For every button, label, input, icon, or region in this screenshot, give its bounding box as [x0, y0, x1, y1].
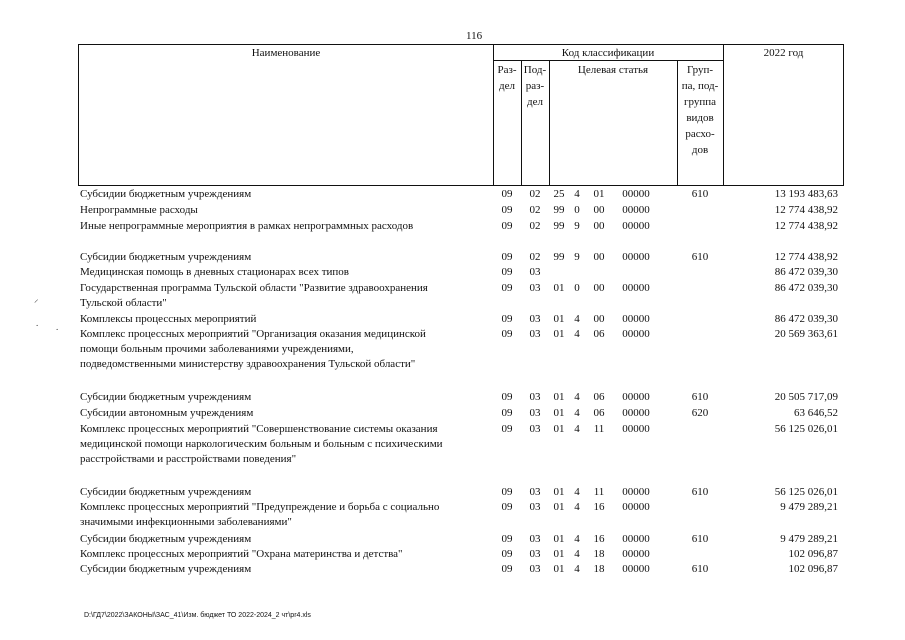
podrazdel-cell: 02	[529, 251, 541, 263]
amount-cell: 20 569 363,61	[774, 328, 838, 340]
header-classification: Код классификации	[561, 47, 655, 59]
podrazdel-cell: 03	[529, 328, 541, 340]
target-complex-cell: 00	[593, 220, 605, 232]
amount-cell: 13 193 483,63	[774, 188, 838, 200]
target-direction-cell: 00000	[622, 533, 650, 545]
razdel-cell: 09	[501, 204, 513, 216]
target-complex-cell: 00	[593, 282, 605, 294]
amount-cell: 12 774 438,92	[774, 220, 838, 232]
amount-cell: 102 096,87	[788, 548, 838, 560]
podrazdel-cell: 03	[529, 486, 541, 498]
razdel-cell: 09	[501, 563, 513, 575]
row-name: Субсидии бюджетным учреждениям	[80, 188, 252, 200]
podrazdel-cell: 03	[529, 533, 541, 545]
podrazdel-cell: 03	[529, 313, 541, 325]
amount-cell: 86 472 039,30	[774, 282, 838, 294]
target-direction-cell: 00000	[622, 563, 650, 575]
podrazdel-cell: 03	[529, 282, 541, 294]
target-type-cell: 4	[574, 423, 580, 435]
podrazdel-cell: 02	[529, 220, 541, 232]
target-direction-cell: 00000	[622, 313, 650, 325]
target-program-cell: 01	[553, 313, 565, 325]
target-program-cell: 01	[553, 328, 565, 340]
group-cell: 610	[691, 188, 709, 200]
amount-cell: 102 096,87	[788, 563, 838, 575]
row-name: Субсидии бюджетным учреждениям	[80, 533, 252, 545]
group-cell: 610	[691, 391, 709, 403]
row-name: Иные непрограммные мероприятия в рамках непрограммных расходов	[80, 220, 414, 232]
amount-cell: 86 472 039,30	[774, 313, 838, 325]
row-name: Субсидии автономным учреждениям	[80, 407, 254, 419]
target-program-cell: 01	[553, 282, 565, 294]
header-year: 2022 год	[763, 47, 804, 59]
target-complex-cell: 16	[593, 533, 605, 545]
razdel-cell: 09	[501, 501, 513, 513]
target-direction-cell: 00000	[622, 548, 650, 560]
target-type-cell: 4	[574, 486, 580, 498]
podrazdel-cell: 03	[529, 548, 541, 560]
target-direction-cell: 00000	[622, 220, 650, 232]
target-program-cell: 01	[553, 391, 565, 403]
target-type-cell: 4	[574, 391, 580, 403]
row-name: Субсидии бюджетным учреждениям	[80, 391, 252, 403]
header-razdel: Раз- дел	[497, 64, 517, 92]
amount-cell: 86 472 039,30	[774, 266, 838, 278]
row-name: Комплекс процессных мероприятий "Организация оказания медицинской помощи больным прочими заболеваниями учреждениями, подведомственными министерству здравоохранения Тульской области"	[80, 328, 426, 370]
podrazdel-cell: 03	[529, 266, 541, 278]
group-cell: 620	[691, 407, 709, 419]
target-complex-cell: 01	[593, 188, 605, 200]
header-group: Груп- па, под- группа видов расхо- дов	[681, 64, 719, 156]
razdel-cell: 09	[501, 220, 513, 232]
razdel-cell: 09	[501, 391, 513, 403]
razdel-cell: 09	[501, 328, 513, 340]
group-cell: 610	[691, 533, 709, 545]
row-name: Субсидии бюджетным учреждениям	[80, 563, 252, 575]
amount-cell: 56 125 026,01	[774, 423, 838, 435]
target-type-cell: 9	[574, 220, 580, 232]
target-program-cell: 25	[553, 188, 565, 200]
target-type-cell: 4	[574, 563, 580, 575]
target-type-cell: 4	[574, 328, 580, 340]
target-complex-cell: 11	[593, 423, 605, 435]
target-direction-cell: 00000	[622, 486, 650, 498]
target-type-cell: 9	[574, 251, 580, 263]
file-path-footer: D:\ГД7\2022\ЗАКОНЫ\ЗАС_41\Изм. бюджет ТО 2022-2024_2 чт\pr4.xls	[84, 612, 311, 619]
target-program-cell: 01	[553, 486, 565, 498]
target-complex-cell: 16	[593, 501, 605, 513]
scan-mark: ⸝	[34, 294, 39, 304]
podrazdel-cell: 03	[529, 423, 541, 435]
target-type-cell: 4	[574, 313, 580, 325]
target-complex-cell: 00	[593, 313, 605, 325]
row-name: Комплекс процессных мероприятий "Охрана материнства и детства"	[80, 548, 403, 560]
podrazdel-cell: 02	[529, 188, 541, 200]
target-program-cell: 01	[553, 563, 565, 575]
target-program-cell: 01	[553, 533, 565, 545]
amount-cell: 9 479 289,21	[780, 533, 838, 545]
amount-cell: 9 479 289,21	[780, 501, 838, 513]
table-header	[78, 44, 844, 186]
razdel-cell: 09	[501, 313, 513, 325]
target-type-cell: 0	[574, 282, 580, 294]
target-direction-cell: 00000	[622, 407, 650, 419]
target-type-cell: 4	[574, 188, 580, 200]
podrazdel-cell: 02	[529, 204, 541, 216]
target-complex-cell: 11	[593, 486, 605, 498]
row-name: Комплекс процессных мероприятий "Предупреждение и борьба с социально значимыми инфекционными заболеваниями"	[80, 501, 440, 528]
razdel-cell: 09	[501, 407, 513, 419]
group-cell: 610	[691, 563, 709, 575]
target-complex-cell: 18	[593, 548, 605, 560]
header-podrazdel: Под- раз- дел	[523, 64, 547, 108]
row-name: Комплексы процессных мероприятий	[80, 313, 257, 325]
target-program-cell: 99	[553, 220, 565, 232]
target-program-cell: 01	[553, 548, 565, 560]
target-type-cell: 4	[574, 533, 580, 545]
target-type-cell: 4	[574, 407, 580, 419]
row-name: Медицинская помощь в дневных стационарах всех типов	[80, 266, 349, 278]
target-program-cell: 99	[553, 204, 565, 216]
target-complex-cell: 00	[593, 204, 605, 216]
target-type-cell: 4	[574, 548, 580, 560]
target-direction-cell: 00000	[622, 282, 650, 294]
amount-cell: 63 646,52	[794, 407, 838, 419]
podrazdel-cell: 03	[529, 407, 541, 419]
razdel-cell: 09	[501, 548, 513, 560]
amount-cell: 20 505 717,09	[774, 391, 838, 403]
target-program-cell: 01	[553, 407, 565, 419]
scan-mark: .	[36, 318, 39, 328]
podrazdel-cell: 03	[529, 501, 541, 513]
header-name: Наименование	[251, 47, 321, 59]
group-cell: 610	[691, 486, 709, 498]
row-name: Комплекс процессных мероприятий "Совершенствование системы оказания медицинской помощи наркологическим больным и больным с психическими расстройствами и расстройствами поведения"	[80, 423, 443, 465]
target-direction-cell: 00000	[622, 204, 650, 216]
razdel-cell: 09	[501, 423, 513, 435]
amount-cell: 12 774 438,92	[774, 204, 838, 216]
razdel-cell: 09	[501, 266, 513, 278]
amount-cell: 56 125 026,01	[774, 486, 838, 498]
target-direction-cell: 00000	[622, 188, 650, 200]
target-complex-cell: 18	[593, 563, 605, 575]
header-target: Целевая статья	[577, 64, 649, 76]
target-type-cell: 4	[574, 501, 580, 513]
row-name: Субсидии бюджетным учреждениям	[80, 486, 252, 498]
row-name: Субсидии бюджетным учреждениям	[80, 251, 252, 263]
podrazdel-cell: 03	[529, 563, 541, 575]
target-direction-cell: 00000	[622, 423, 650, 435]
target-direction-cell: 00000	[622, 501, 650, 513]
target-program-cell: 01	[553, 501, 565, 513]
row-name: Государственная программа Тульской области "Развитие здравоохранения Тульской области"	[80, 282, 428, 309]
razdel-cell: 09	[501, 486, 513, 498]
razdel-cell: 09	[501, 533, 513, 545]
target-complex-cell: 06	[593, 407, 605, 419]
page-number: 116	[466, 30, 483, 42]
amount-cell: 12 774 438,92	[774, 251, 838, 263]
group-cell: 610	[691, 251, 709, 263]
scan-mark: .	[56, 322, 59, 332]
target-direction-cell: 00000	[622, 391, 650, 403]
target-complex-cell: 00	[593, 251, 605, 263]
target-direction-cell: 00000	[622, 251, 650, 263]
target-direction-cell: 00000	[622, 328, 650, 340]
target-program-cell: 01	[553, 423, 565, 435]
target-type-cell: 0	[574, 204, 580, 216]
target-complex-cell: 06	[593, 391, 605, 403]
target-program-cell: 99	[553, 251, 565, 263]
podrazdel-cell: 03	[529, 391, 541, 403]
target-complex-cell: 06	[593, 328, 605, 340]
razdel-cell: 09	[501, 282, 513, 294]
razdel-cell: 09	[501, 188, 513, 200]
row-name: Непрограммные расходы	[80, 204, 198, 216]
razdel-cell: 09	[501, 251, 513, 263]
